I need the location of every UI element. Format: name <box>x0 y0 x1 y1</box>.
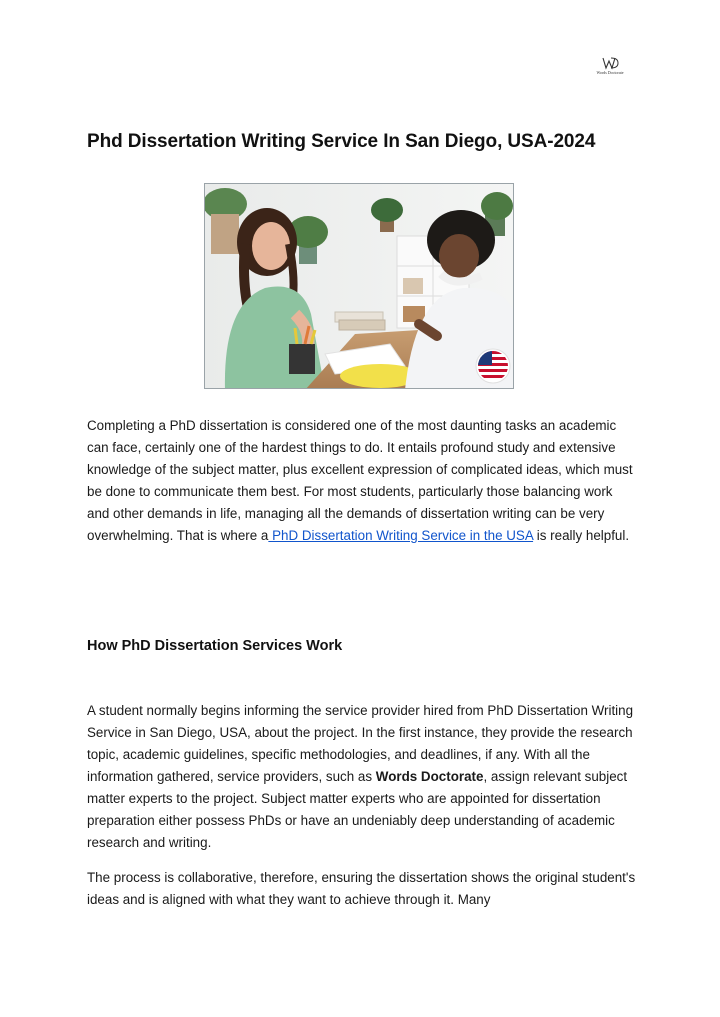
brand-logo <box>593 56 627 75</box>
intro-paragraph <box>87 415 637 547</box>
us-flag-icon <box>476 349 510 383</box>
hero-photo <box>204 183 514 389</box>
page-title: Phd Dissertation Writing Service In San Diego, USA-2024 <box>87 131 596 152</box>
section-p1-before: A student normally begins informing the service provider hired from PhD Dissertation Writing Service in San Diego, USA, about the project. In the first instance, they provide the research topic, academic guidelines, specific methodologies, and deadlines, if any. With all the information gathered, service providers, such as <box>87 703 634 784</box>
section-p1-after: , assign relevant subject matter experts to the project. Subject matter experts who are appointed for dissertation preparation either possess PhDs or have an undeniably deep understanding of academic research and writing. <box>87 769 628 850</box>
section-paragraph-1 <box>87 700 637 854</box>
intro-after-text: is really helpful. <box>533 528 630 543</box>
section-paragraph-2: The process is collaborative, therefore, ensuring the dissertation shows the original student's ideas and is aligned with what they want to achieve through it. Many <box>87 870 636 907</box>
intro-text: Completing a PhD dissertation is considered one of the most daunting tasks an academic can face, certainly one of the hardest things to do. It entails profound study and extensive knowledge of the subject matter, plus excellent expression of complicated ideas, which must be done to communicate them best. For most students, particularly those balancing work and other demands in life, managing all the demands of dissertation writing can be very overwhelming. That is where a <box>87 418 633 543</box>
logo-text: Words Doctorate <box>596 70 624 75</box>
section-heading: How PhD Dissertation Services Work <box>87 638 343 654</box>
brand-name-bold: Words Doctorate <box>375 769 484 784</box>
phd-service-link[interactable]: PhD Dissertation Writing Service in the USA <box>268 528 534 543</box>
logo-mark-icon <box>601 56 619 70</box>
students-studying-photo <box>205 184 514 389</box>
